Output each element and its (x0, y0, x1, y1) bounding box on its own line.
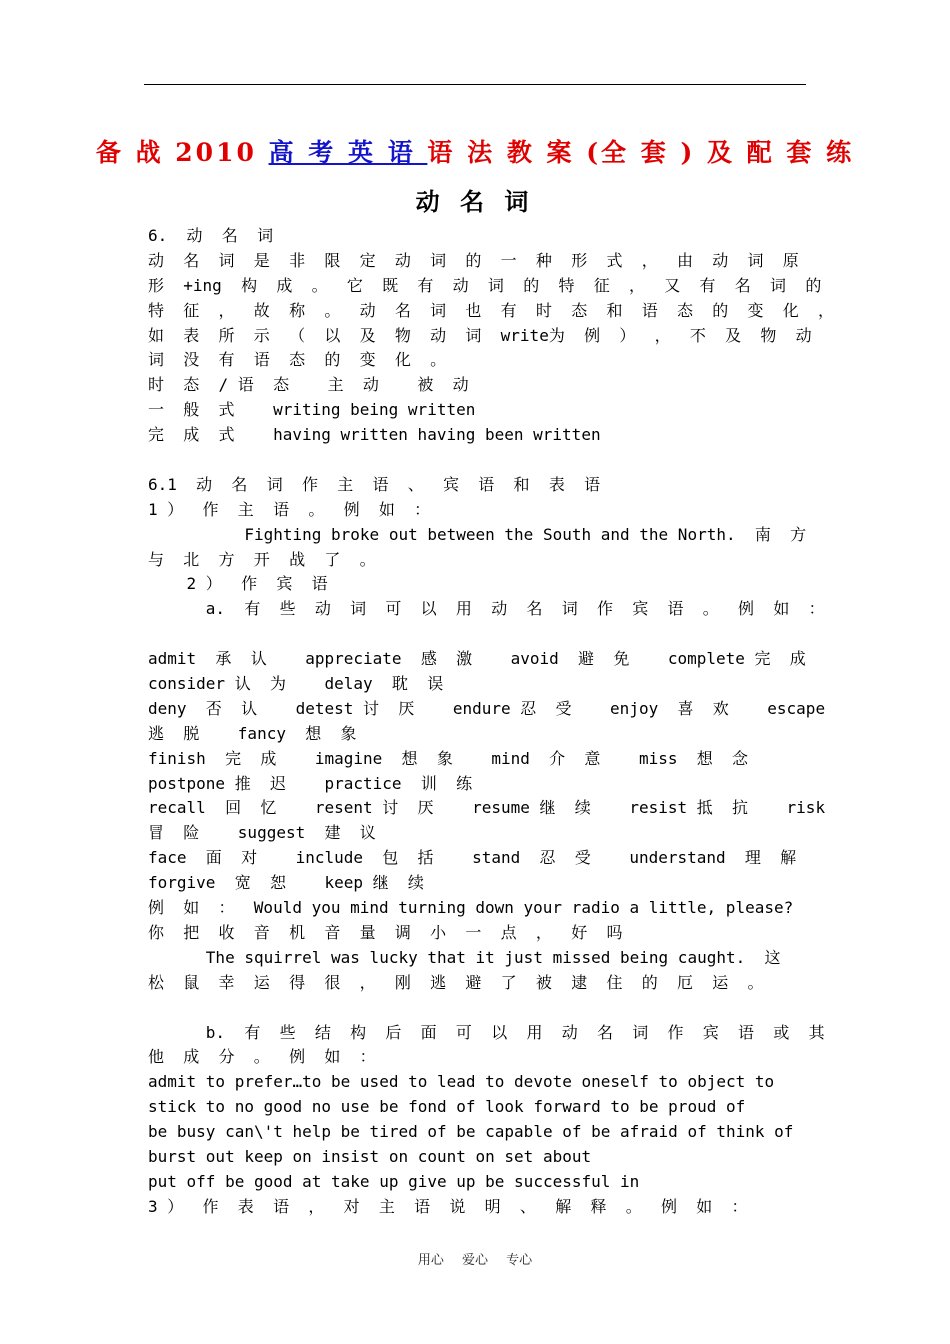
text-line: 3 ） 作 表 语 ， 对 主 语 说 明 、 解 释 。 例 如 ： (148, 1196, 748, 1216)
text-line: 词 没 有 语 态 的 变 化 。 (148, 350, 447, 370)
text-line: finish 完 成 imagine 想 象 mind 介 意 miss 想 念 (148, 748, 749, 768)
text-line: 冒 险 suggest 建 议 (148, 823, 376, 843)
page-footer: 用心 爱心 专心 (417, 1253, 533, 1268)
text-line: deny 否 认 detest 讨 厌 endure 忍 受 enjoy 喜 欢 escape (148, 698, 826, 718)
text-line: recall 回 忆 resent 讨 厌 resume 继 续 resist 抵 抗 risk (148, 798, 826, 818)
text-line: stick to no good no use be fond of look forward to be proud of (148, 1097, 746, 1117)
text-line: consider 认 为 delay 耽 误 (148, 674, 444, 694)
text-line: 1 ） 作 主 语 。 例 如 ： (148, 499, 431, 519)
document-title (0, 133, 950, 169)
blank-line (148, 448, 808, 473)
header-rule (144, 84, 806, 85)
text-line: 完 成 式 having written having been written (148, 425, 601, 445)
text-line: 2 ） 作 宾 语 (148, 574, 328, 594)
text-line: 逃 脱 fancy 想 象 (148, 723, 357, 743)
blank-line (148, 622, 808, 647)
text-line: be busy can\'t help be tired of be capable of be afraid of think of (148, 1122, 794, 1142)
text-line: The squirrel was lucky that it just missed being caught. 这 (148, 947, 781, 967)
text-line: postpone 推 迟 practice 训 练 (148, 773, 473, 793)
text-line: a. 有 些 动 词 可 以 用 动 名 词 作 宾 语 。 例 如 ： (148, 599, 825, 619)
text-line: 形 +ing 构 成 。 它 既 有 动 词 的 特 征 ， 又 有 名 词 的 (148, 275, 822, 295)
section-heading: 动 名 词 (415, 188, 535, 216)
text-line: admit 承 认 appreciate 感 激 avoid 避 免 complete 完 成 (148, 649, 806, 669)
text-line: 一 般 式 writing being written (148, 400, 476, 420)
text-line: face 面 对 include 包 括 stand 忍 受 understand 理 解 (148, 848, 797, 868)
text-line: 与 北 方 开 战 了 。 (148, 549, 376, 569)
title-link[interactable]: 高 考 英 语 (268, 138, 428, 167)
title-suffix: 语 法 教 案 (全 套 ) 及 配 套 练 (427, 138, 855, 167)
title-prefix: 备 战 2010 (95, 138, 269, 167)
document-body (148, 224, 835, 1220)
text-line: 他 成 分 。 例 如 ： (148, 1047, 376, 1067)
text-line: 6.1 动 名 词 作 主 语 、 宾 语 和 表 语 (148, 474, 601, 494)
text-line: admit to prefer…to be used to lead to devote oneself to object to (148, 1072, 775, 1092)
text-line: 如 表 所 示 （ 以 及 物 动 词 write为 例 ） ， 不 及 物 动 (148, 325, 812, 345)
text-line: 松 鼠 幸 运 得 很 ， 刚 逃 避 了 被 逮 住 的 厄 运 。 (148, 972, 764, 992)
text-line: forgive 宽 恕 keep 继 续 (148, 873, 424, 893)
text-line: put off be good at take up give up be successful in (148, 1171, 640, 1191)
blank-line (148, 996, 808, 1021)
text-line: 动 名 词 是 非 限 定 动 词 的 一 种 形 式 ， 由 动 词 原 (148, 250, 799, 270)
text-line: 时 态 / 语 态 主 动 被 动 (148, 375, 469, 395)
text-line: 特 征 ， 故 称 。 动 名 词 也 有 时 态 和 语 态 的 变 化 ， (148, 300, 835, 320)
text-line: 你 把 收 音 机 音 量 调 小 一 点 ， 好 吗 (148, 922, 623, 942)
text-line: burst out keep on insist on count on set about (148, 1146, 592, 1166)
text-line: 例 如 ： Would you mind turning down your radio a little, please? (148, 898, 794, 918)
text-line: 6. 动 名 词 (148, 226, 274, 245)
text-line: b. 有 些 结 构 后 面 可 以 用 动 名 词 作 宾 语 或 其 (148, 1022, 825, 1042)
text-line: Fighting broke out between the South and the North. 南 方 (148, 524, 807, 544)
